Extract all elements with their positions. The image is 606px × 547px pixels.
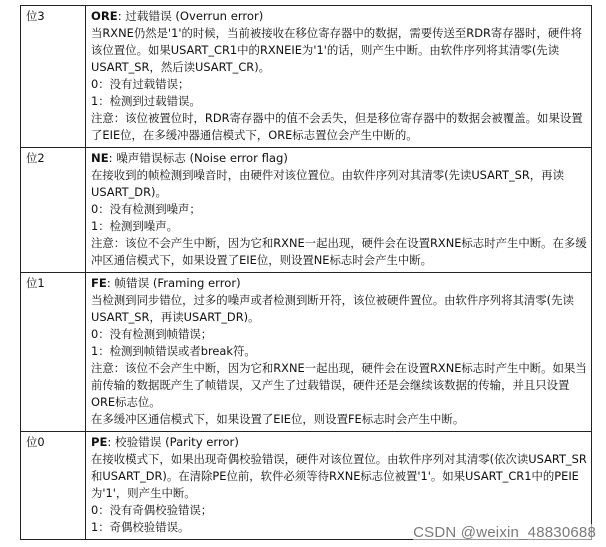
value-one-meaning: 1：检测到噪声。 — [91, 219, 178, 233]
bit-abbreviation: NE — [91, 151, 109, 165]
bit-description — [86, 6, 592, 148]
bit-number: 位2 — [21, 148, 86, 273]
value-one-meaning: 1：检测到帧错误或者break符。 — [91, 344, 256, 358]
note-paragraph-multibuffer: 在多缓冲区通信模式下，如果设置了EIE位，则设置FE标志时会产生中断。 — [91, 412, 465, 426]
bit-number: 位1 — [21, 273, 86, 432]
value-zero-meaning: 0：没有过载错误； — [91, 77, 190, 91]
value-zero-meaning: 0：没有奇偶校验错误； — [91, 503, 213, 517]
note-paragraph: 注意：该位被置位时，RDR寄存器中的值不会丢失，但是移位寄存器中的数据会被覆盖。如果设置了EIE位，在多缓冲器通信模式下，ORE标志置位会产生中断的。 — [91, 111, 583, 142]
csdn-watermark: CSDN @weixin_48830688 — [413, 524, 596, 541]
bit-abbreviation: PE — [91, 435, 108, 449]
description-paragraph: 当检测到同步错位，过多的噪声或者检测到断开符，该位被硬件置位。由软件序列将其清零(先读USART_SR，再读USART_DR)。 — [91, 293, 574, 324]
description-paragraph: 在接收模式下，如果出现奇偶校验错误，硬件对该位置位。由软件序列对其清零(依次读USART_SR和USART_DR)。在清除PE位前，软件必须等待RXNE标志位被置'1'。如果USART_CR1中的PEIE为'1'，则产生中断。 — [91, 452, 587, 500]
note-paragraph: 注意：该位不会产生中断，因为它和RXNE一起出现，硬件会在设置RXNE标志时产生中断。如果当前传输的数据既产生了帧错误，又产生了过载错误，硬件还是会继续该数据的传输，并且只设置ORE标志位。 — [91, 361, 587, 409]
bit-title — [91, 434, 587, 451]
value-one-meaning: 1：奇偶校验错误。 — [91, 520, 190, 534]
bit-number: 位0 — [21, 432, 86, 540]
value-zero-meaning: 0：没有检测到帧错误； — [91, 327, 213, 341]
table-row — [21, 6, 592, 148]
value-zero-meaning: 0：没有检测到噪声； — [91, 202, 201, 216]
register-bits-table — [20, 5, 592, 540]
bit-title-text: : 校验错误 (Parity error) — [107, 435, 239, 449]
note-paragraph: 注意：该位不会产生中断，因为它和RXNE一起出现，硬件会在设置RXNE标志时产生中断。在多缓冲区通信模式下，如果设置了EIE位，则设置NE标志时会产生中断。 — [91, 236, 587, 267]
value-one-meaning: 1：检测到过载错误。 — [91, 94, 201, 108]
bit-number: 位3 — [21, 6, 86, 148]
bit-title — [91, 275, 587, 292]
bit-title-text: : 过载错误 (Overrun error) — [117, 9, 264, 23]
description-paragraph: 当RXNE仍然是'1'的时候，当前被接收在移位寄存器中的数据，需要传送至RDR寄存器时，硬件将该位置位。如果USART_CR1中的RXNEIE为'1'的话，则产生中断。由软件序列将其清零(先读USART_SR，然后读USART_CR)。 — [91, 26, 583, 74]
table-row — [21, 148, 592, 273]
bit-title — [91, 8, 587, 25]
table-row — [21, 273, 592, 432]
bit-description — [86, 148, 592, 273]
bit-title-text: : 帧错误 (Framing error) — [106, 276, 241, 290]
description-paragraph: 在接收到的帧检测到噪音时，由硬件对该位置位。由软件序列对其清零(先读USART_SR，再读USART_DR)。 — [91, 168, 564, 199]
bit-abbreviation: ORE — [91, 9, 118, 23]
bit-title — [91, 150, 587, 167]
bit-description — [86, 273, 592, 432]
bit-abbreviation: FE — [91, 276, 107, 290]
bit-title-text: : 噪声错误标志 (Noise error flag) — [108, 151, 288, 165]
